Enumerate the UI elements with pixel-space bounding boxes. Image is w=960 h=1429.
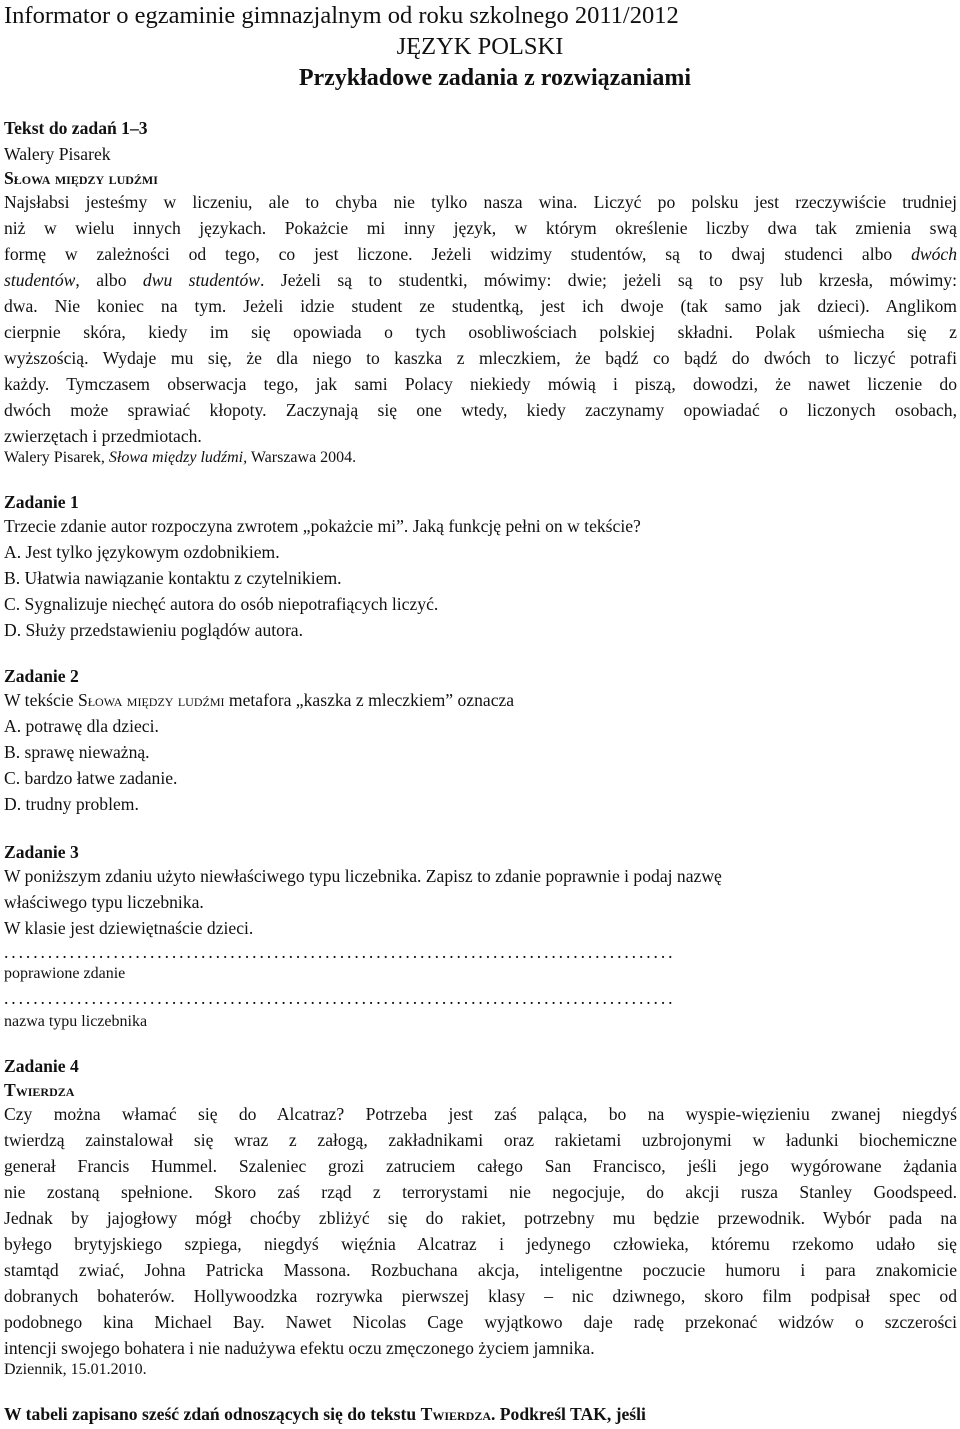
text-source: Walery Pisarek, Słowa między ludźmi, Warszawa 2004. — [4, 449, 357, 466]
text-author: Walery Pisarek — [4, 144, 111, 164]
text-line: dwa. Nie koniec na tym. Jeżeli idzie student ze studentką, jest ich dwoje (tak samo jak dzieci). Anglikom — [4, 296, 957, 316]
task-2-option-b: B. sprawę nieważną. — [4, 742, 150, 762]
task-2-question: W tekście Słowa między ludźmi metafora „kaszka z mleczkiem” oznacza — [4, 690, 515, 710]
text-2-line: byłego brytyjskiego szpiega, niegdyś więźnia Alcatraz i jedynego człowieka, któremu rzekomo udało się — [4, 1234, 957, 1254]
answer-label-sentence: poprawione zdanie — [4, 965, 126, 982]
text-2-line: Jednak by jajogłowy mógł choćby zbliżyć się do rakiet, potrzebny mu będzie przewodnik. Wybór pada na — [4, 1208, 957, 1228]
text-line: zwierzętach i przedmiotach. — [4, 426, 202, 446]
text-2-line: Czy można włamać się do Alcatraz? Potrzeba jest zaś paląca, bo na wyspie-więzieniu zwanej niegdyś — [4, 1104, 957, 1124]
text-2-title: Twierdza — [4, 1080, 75, 1100]
task-1-question: Trzecie zdanie autor rozpoczyna zwrotem „pokażcie mi”. Jaką funkcję pełni on w tekście? — [4, 516, 641, 536]
text-2-line: stamtąd zwiać, Johna Patricka Massona. Rozbuchana akcja, inteligentne poczucie humoru i para znakomicie — [4, 1260, 957, 1280]
task-1-heading: Zadanie 1 — [4, 492, 79, 512]
answer-line-sentence[interactable]: ............................................................................................ — [4, 942, 676, 962]
task-3-question-cont: właściwego typu liczebnika. — [4, 892, 204, 912]
text-2-source: Dziennik, 15.01.2010. — [4, 1361, 147, 1378]
task-4-instruction: W tabeli zapisano sześć zdań odnoszących się do tekstu Twierdza. Podkreśl TAK, jeśli — [4, 1404, 646, 1424]
text-2-line: dobranych bohaterów. Hollywoodzka rozrywka pierwszej klasy – nic dziwnego, skoro film podpisał spec od — [4, 1286, 957, 1306]
text-line: każdy. Tymczasem obserwacja tego, jak sami Polacy niekiedy mówią i piszą, dowodzi, że nawet liczenie do — [4, 374, 957, 394]
text-line: cierpnie skóra, kiedy im się opowiada o tych osobliwościach polskiej składni. Polak uśmiecha się z — [4, 322, 957, 342]
text-2-line: twierdzą zainstalował się wraz z załogą, zakładnikami oraz rakietami uzbrojonymi w ładunki biochemiczne — [4, 1130, 957, 1150]
task-1-option-d: D. Służy przedstawieniu poglądów autora. — [4, 620, 304, 640]
document-title: Informator o egzaminie gimnazjalnym od roku szkolnego 2011/2012 — [4, 2, 679, 29]
task-2-heading: Zadanie 2 — [4, 666, 79, 686]
section-subtitle: Przykładowe zadania z rozwiązaniami — [298, 65, 691, 91]
subject-title: JĘZYK POLSKI — [396, 33, 564, 60]
task-2-option-a: A. potrawę dla dzieci. — [4, 716, 159, 736]
text-line: studentów, albo dwu studentów. Jeżeli są to studentki, mówimy: dwie; jeżeli są to psy lub krzesła, mówimy: — [4, 270, 957, 290]
text-line: Najsłabsi jesteśmy w liczeniu, ale to chyba nie tylko nasza wina. Liczyć po polsku jest rzeczywiście trudniej — [4, 192, 957, 212]
task-1-option-c: C. Sygnalizuje niechęć autora do osób niepotrafiących liczyć. — [4, 594, 439, 614]
text-line: dwóch może sprawiać kłopoty. Zaczynają się one wtedy, kiedy zaczynamy opowiadać o liczonych osobach, — [4, 400, 957, 420]
text-label: Tekst do zadań 1–3 — [4, 118, 148, 138]
text-line: formę w zależności od tego, co jest liczone. Jeżeli widzimy studentów, są to dwaj studenci albo dwóch — [4, 244, 957, 264]
task-1-option-a: A. Jest tylko językowym ozdobnikiem. — [4, 542, 280, 562]
answer-label-type: nazwa typu liczebnika — [4, 1013, 148, 1030]
text-2-line: podobnego kina Michael Bay. Nawet Nicolas Cage wyjątkowo daje radę przekonać widzów o szczerości — [4, 1312, 957, 1332]
text-2-line: intencji swojego bohatera i nie nadużywa efektu oczu zmęczonego życiem jamnika. — [4, 1338, 595, 1358]
text-2-line: generał Francis Hummel. Szaleniec grozi zatruciem całego San Francisco, jeśli jego wygórowane żądania — [4, 1156, 957, 1176]
answer-line-type[interactable]: ............................................................................................ — [4, 988, 676, 1008]
task-1-option-b: B. Ułatwia nawiązanie kontaktu z czytelnikiem. — [4, 568, 342, 588]
task-2-option-d: D. trudny problem. — [4, 794, 139, 814]
task-4-heading: Zadanie 4 — [4, 1056, 79, 1076]
task-3-sentence: W klasie jest dziewiętnaście dzieci. — [4, 918, 254, 938]
task-3-question: W poniższym zdaniu użyto niewłaściwego typu liczebnika. Zapisz to zdanie poprawnie i podaj nazwę — [4, 866, 722, 886]
text-title: Słowa między ludźmi — [4, 168, 158, 188]
text-line: wyższością. Wydaje mu się, że dla niego to kaszka z mleczkiem, że bądź co bądź do dwóch to liczyć potrafi — [4, 348, 957, 368]
task-3-heading: Zadanie 3 — [4, 842, 79, 862]
text-line: niż w wielu innych językach. Pokażcie mi inny język, w którym określenie liczby dwa tak zmienia swą — [4, 218, 957, 238]
text-2-line: nie zostaną spełnione. Skoro zaś rząd z terrorystami nie negocjuje, do akcji rusza Stanley Goodspeed. — [4, 1182, 957, 1202]
task-2-option-c: C. bardzo łatwe zadanie. — [4, 768, 178, 788]
